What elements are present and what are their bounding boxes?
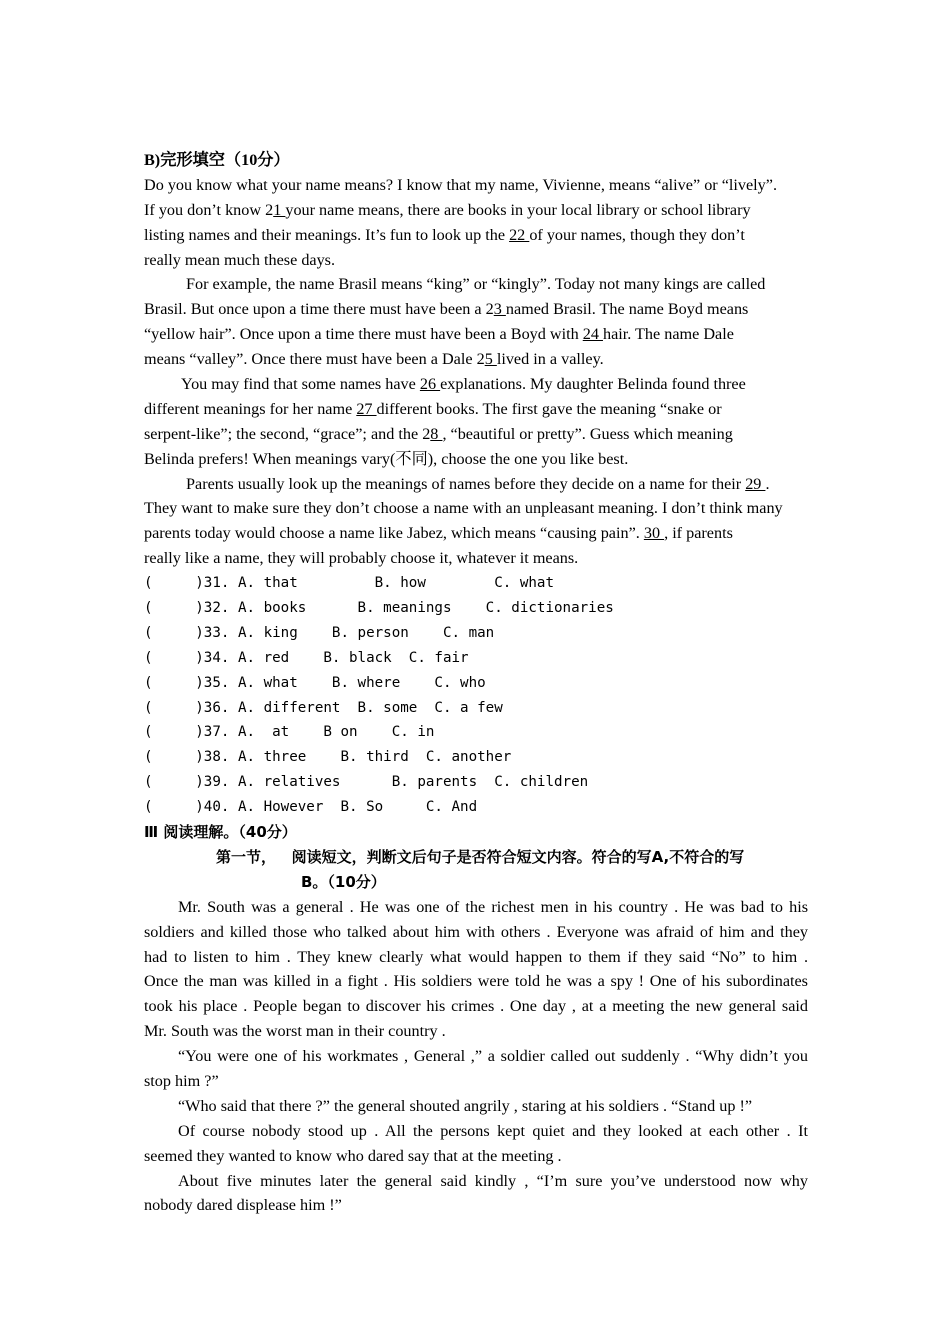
option-row: ( )40. A. However B. So C. And [144,799,478,816]
text-line [144,472,808,497]
option-row: ( )38. A. three B. third C. another [144,749,512,766]
blank-21: 1 [273,200,286,219]
answer-options [144,571,808,820]
option-row: ( )31. A. that B. how C. what [144,575,554,592]
blank-24: 24 [582,325,603,344]
text-line: Of course nobody stood up . All the persons kept quiet and they looked at each other . It [178,1121,808,1140]
text-line: really like a name, they will probably choose it, whatever it means. [144,549,579,568]
cloze-heading: B)完形填空（10分） [144,151,290,169]
blank-27: 27 [356,399,377,418]
subsection-title: 第一节， 阅读短文，判断文后句子是否符合短文内容。符合的写A,不符合的写 [216,847,745,866]
blank-25: 5 [484,350,497,369]
text-run: serpent-like”; the second, “grace”; and the 2 [144,424,431,443]
option-row: ( )36. A. different B. some C. a few [144,699,503,716]
text-line: stop him ?” [144,1071,219,1090]
text-line: Mr. South was the worst man in their country . [144,1022,446,1041]
reading-paragraph-4 [144,1119,808,1169]
text-line: Belinda prefers! When meanings vary(不同), choose the one you like best. [144,449,629,468]
text-line: “You were one of his workmates , General ,” a soldier called out suddenly . “Why didn’t you [178,1047,808,1066]
text-line [144,372,808,397]
text-line: nobody dared displease him !” [144,1196,342,1215]
text-run: . [765,474,770,493]
text-run: parents today would choose a name like Jabez, which means “causing pain”. [144,524,644,543]
text-run: different books. The first gave the meaning “snake or [376,399,722,418]
text-line: Do you know what your name means? I know that my name, Vivienne, means “alive” or “lively”. [144,175,778,194]
text-line: Once the man was killed in a fight . His soldiers were told he was a spy ! One of his subordinates [144,972,808,991]
text-line: About five minutes later the general said kindly , “I’m sure you’ve understood now why [178,1171,808,1190]
blank-30: 30 [643,524,665,543]
blank-29: 29 [745,474,766,493]
text-run: different meanings for her name [144,399,357,418]
option-row: ( )33. A. king B. person C. man [144,624,495,641]
cloze-paragraph-3 [144,372,808,472]
text-run: “yellow hair”. Once upon a time there must have been a Boyd with [144,325,583,344]
text-line: really mean much these days. [144,250,336,269]
blank-28: 8 [430,424,443,443]
text-line [144,322,808,347]
blank-26: 26 [419,375,441,394]
text-run: , if parents [664,524,733,543]
cloze-paragraph-2 [144,272,808,372]
text-run: lived in a valley. [496,350,604,369]
blank-22: 22 [509,225,530,244]
document-page [144,148,808,1218]
reading-paragraph-3 [144,1094,808,1119]
text-line [144,347,808,372]
option-row: ( )32. A. books B. meanings C. dictionaries [144,600,614,617]
text-line: Mr. South was a general . He was one of the richest men in his country . He was bad to his [178,897,808,916]
text-line: seemed they wanted to know who dared say that at the meeting . [144,1146,562,1165]
text-run: of your names, though they don’t [529,225,745,244]
text-line: soldiers and killed those who talked about him with others . Everyone was afraid of him and they [144,922,808,941]
text-run: Parents usually look up the meanings of names before they decide on a name for their [186,474,746,493]
text-run: explanations. My daughter Belinda found three [440,375,746,394]
option-row: ( )39. A. relatives B. parents C. children [144,774,589,791]
text-line [144,521,808,546]
option-row: ( )35. A. what B. where C. who [144,674,486,691]
text-line: “Who said that there ?” the general shouted angrily , staring at his soldiers . “Stand up !” [178,1096,753,1115]
text-run: , “beautiful or pretty”. Guess which meaning [442,424,733,443]
cloze-paragraph-4 [144,472,808,572]
text-run: You may find that some names have [181,375,420,394]
section-title: Ⅲ 阅读理解。（40分） [144,823,297,842]
text-line: For example, the name Brasil means “king” or “kingly”. Today not many kings are called [186,275,766,294]
text-run: means “valley”. Once there must have been a Dale 2 [144,350,485,369]
text-line: took his place . People began to discover his crimes . One day , at a meeting the new general said [144,997,808,1016]
subsection-title-cont: B。（10分） [301,872,386,891]
text-run: named Brasil. The name Boyd means [505,300,749,319]
text-run: If you don’t know 2 [144,200,274,219]
reading-paragraph-5 [144,1169,808,1219]
text-run: Brasil. But once upon a time there must have been a 2 [144,300,494,319]
text-line [144,422,808,447]
text-line: They want to make sure they don’t choose a name with an unpleasant meaning. I don’t think many [144,499,783,518]
reading-paragraph-2 [144,1044,808,1094]
text-run: hair. The name Dale [602,325,734,344]
text-line [144,223,808,248]
blank-23: 3 [493,300,506,319]
text-line: had to listen to him . They knew clearly what would happen to them if they said “No” to him . [144,947,808,966]
option-row: ( )37. A. at B on C. in [144,724,435,741]
text-run: listing names and their meanings. It’s fun to look up the [144,225,510,244]
text-run: your name means, there are books in your local library or school library [285,200,751,219]
text-line [144,397,808,422]
text-line [144,198,808,223]
reading-paragraph-1 [144,895,808,1044]
cloze-paragraph-1 [144,173,808,273]
option-row: ( )34. A. red B. black C. fair [144,649,469,666]
text-line [144,297,808,322]
